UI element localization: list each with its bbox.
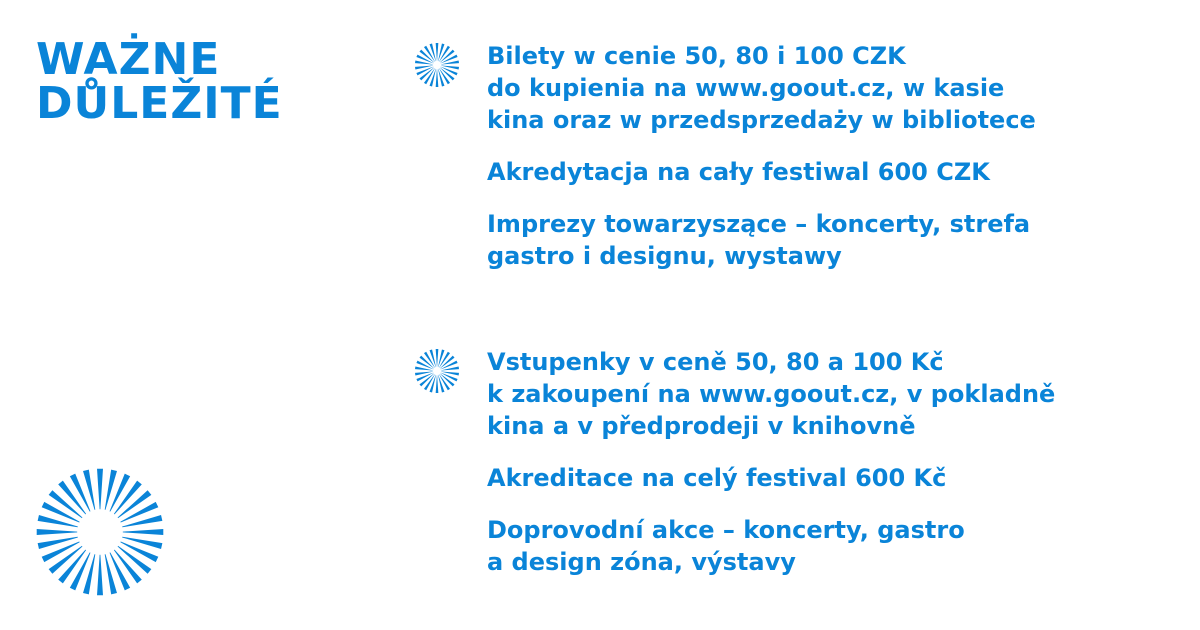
title-polish: WAŻNE — [36, 34, 221, 85]
title-czech: DŮLEŽITÉ — [36, 78, 283, 129]
events-info-czech: Doprovodní akce – koncerty, gastro a design zóna, výstavy — [487, 516, 965, 576]
accreditation-info-czech: Akreditace na celý festival 600 Kč — [487, 464, 947, 492]
starburst-icon — [414, 348, 460, 394]
tickets-info-czech: Vstupenky v ceně 50, 80 a 100 Kč k zakoupení na www.goout.cz, v pokladně kina a v předprodeji v knihovně — [487, 348, 1056, 440]
large-starburst-icon — [34, 466, 166, 598]
polish-section — [414, 40, 1174, 292]
page-title — [36, 34, 283, 129]
czech-section — [414, 346, 1174, 598]
starburst-icon — [414, 42, 460, 88]
events-info-polish: Imprezy towarzyszące – koncerty, strefa gastro i designu, wystawy — [487, 210, 1031, 270]
tickets-info-polish: Bilety w cenie 50, 80 i 100 CZK do kupienia na www.goout.cz, w kasie kina oraz w przedsprzedaży w bibliotece — [487, 42, 1036, 134]
accreditation-info-polish: Akredytacja na cały festiwal 600 CZK — [487, 158, 990, 186]
